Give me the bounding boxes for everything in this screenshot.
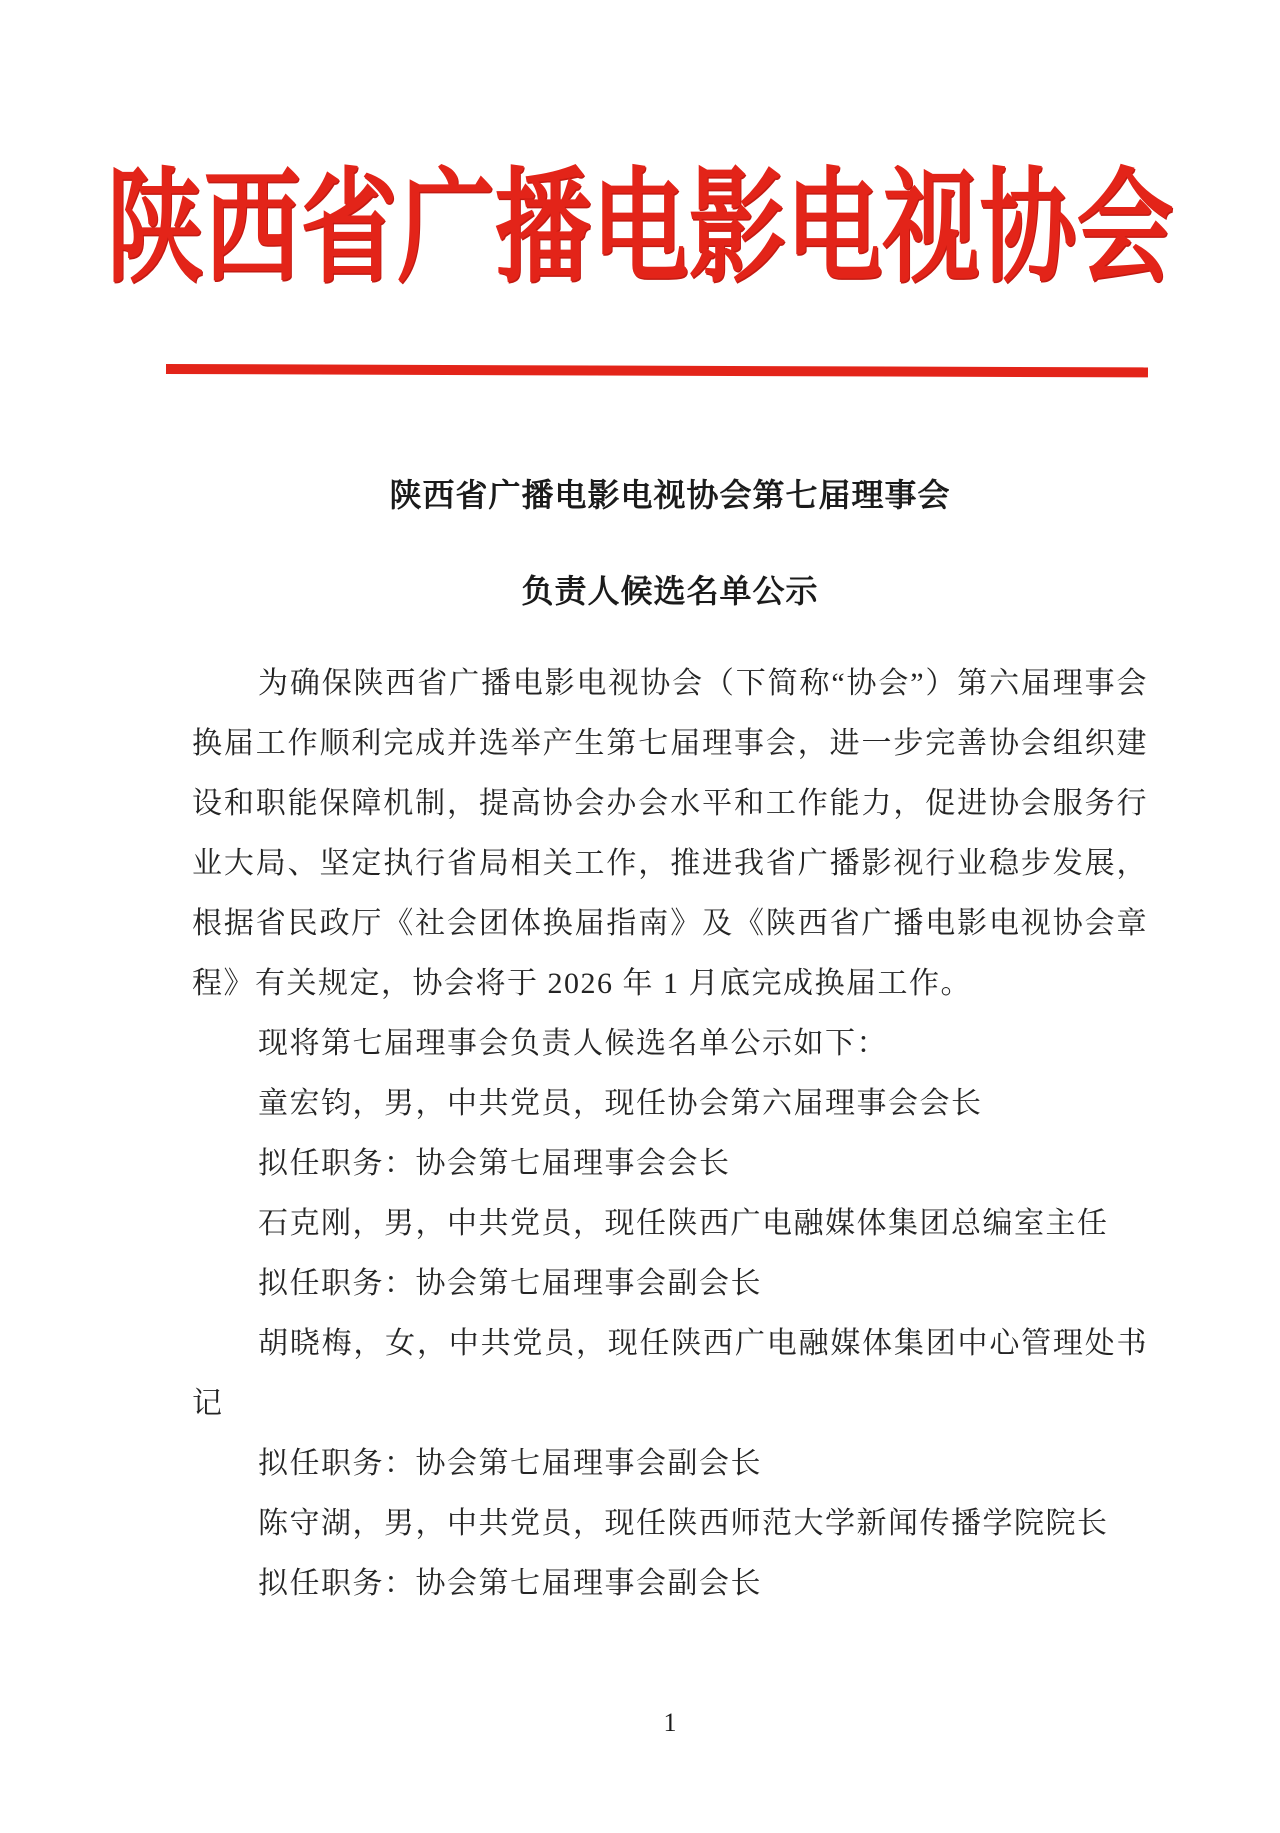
paragraph-proposed-post-vice-chairman-2: 拟任职务：协会第七届理事会副会长 [258, 1447, 762, 1480]
document-body [192, 654, 1148, 1614]
paragraph-candidate-hu-xiaomei: 胡晓梅，女，中共党员，现任陕西广电融媒体集团中心管理处书记 [192, 1327, 1148, 1420]
page-number: 1 [663, 1708, 677, 1737]
document-title-line1: 陕西省广播电影电视协会第七届理事会 [389, 477, 951, 513]
paragraph-proposed-post-vice-chairman-3: 拟任职务：协会第七届理事会副会长 [258, 1567, 762, 1600]
paragraph-candidate-shi-kegang: 石克刚，男，中共党员，现任陕西广电融媒体集团总编室主任 [258, 1207, 1109, 1240]
paragraph-proposed-post-chairman: 拟任职务：协会第七届理事会会长 [258, 1147, 731, 1180]
document-title-line2: 负责人候选名单公示 [521, 573, 819, 609]
paragraph-candidate-chen-shouhu: 陈守湖，男，中共党员，现任陕西师范大学新闻传播学院院长 [258, 1507, 1109, 1540]
paragraph-announcement-lead: 现将第七届理事会负责人候选名单公示如下： [258, 1027, 888, 1060]
paragraph-proposed-post-vice-chairman-1: 拟任职务：协会第七届理事会副会长 [258, 1267, 762, 1300]
paragraph-candidate-tong-hongjun: 童宏钧，男，中共党员，现任协会第六届理事会会长 [258, 1087, 983, 1120]
letterhead-org-title: 陕西省广播电影电视协会 [106, 161, 1174, 297]
paragraph-intro: 为确保陕西省广播电影电视协会（下简称“协会”）第六届理事会换届工作顺利完成并选举产生第七届理事会，进一步完善协会组织建设和职能保障机制，提高协会办会水平和工作能力，促进协会服务行业大局、坚定执行省局相关工作，推进我省广播影视行业稳步发展，根据省民政厅《社会团体换届指南》及《陕西省广播电影电视协会章程》有关规定，协会将于 2026 年 1 月底完成换届工作。 [192, 667, 1148, 1000]
letterhead-divider-rule [166, 364, 1148, 377]
